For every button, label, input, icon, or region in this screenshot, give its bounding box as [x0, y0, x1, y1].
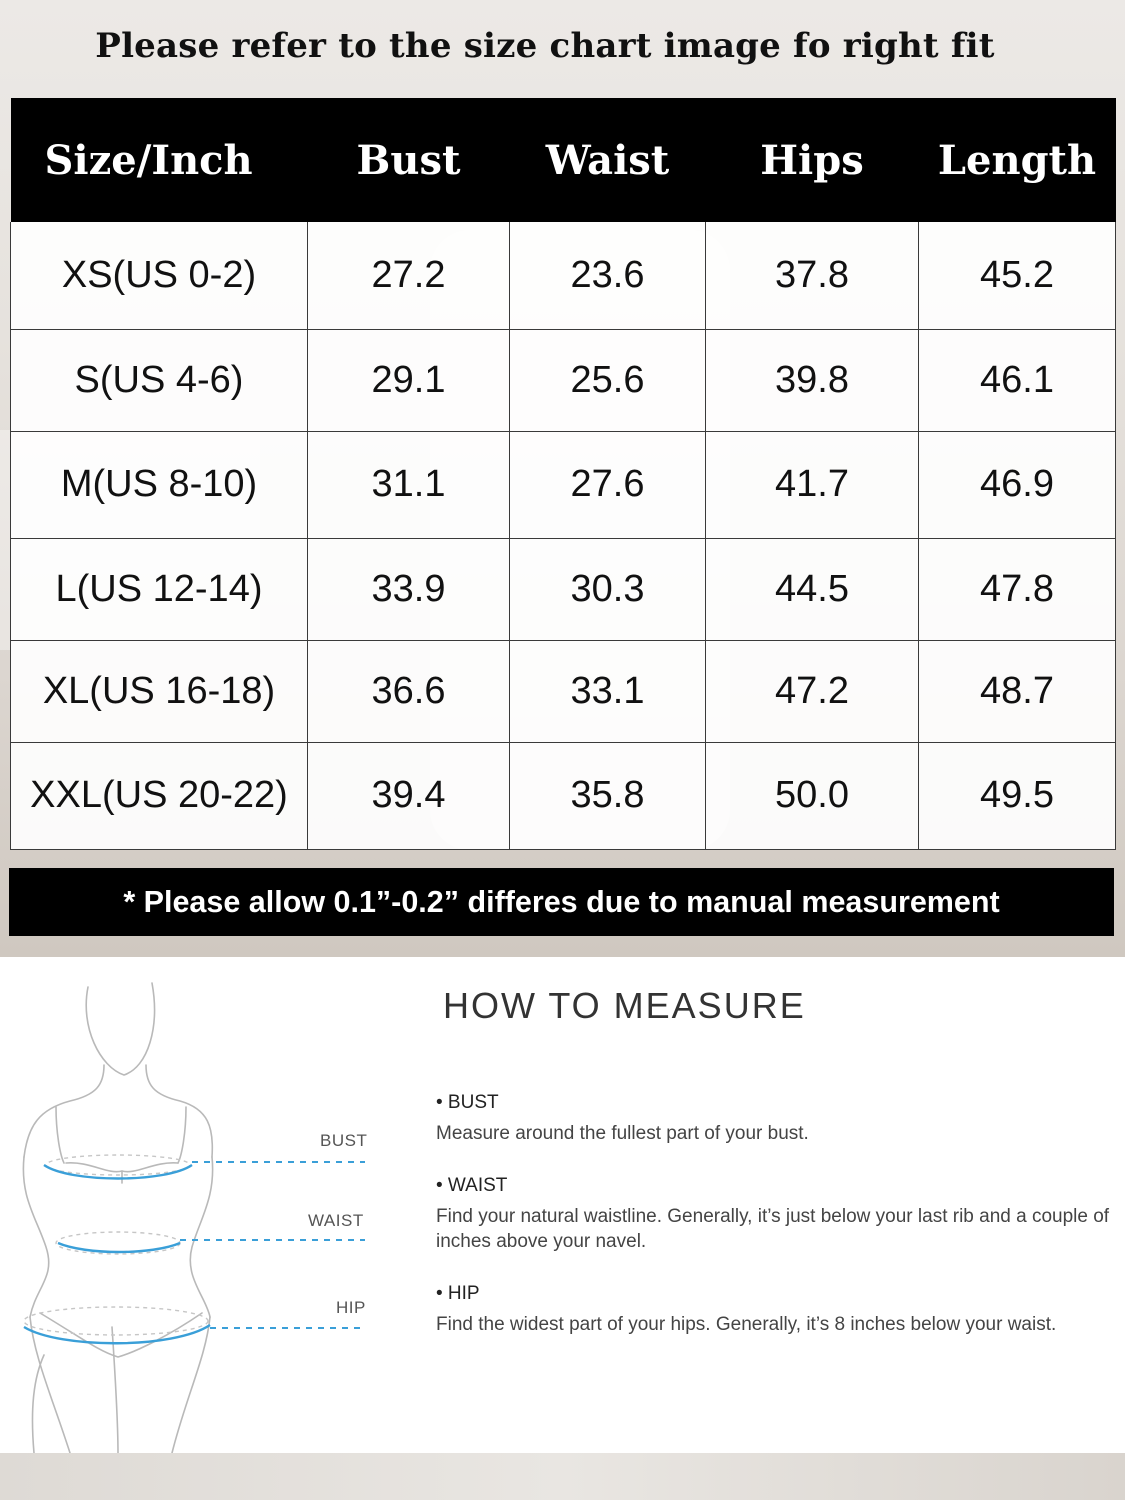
waist-cell: 25.6	[510, 329, 706, 431]
waist-cell: 35.8	[510, 742, 706, 849]
table-row	[11, 329, 1116, 431]
hips-cell: 39.8	[706, 329, 919, 431]
waist-cell: 30.3	[510, 538, 706, 640]
how-to-measure-title: HOW TO MEASURE	[443, 985, 806, 1026]
length-cell: 49.5	[919, 742, 1116, 849]
size-cell: M(US 8-10)	[11, 431, 308, 538]
table-row	[11, 742, 1116, 849]
measurement-tolerance-note	[9, 868, 1114, 936]
size-cell: XXL(US 20-22)	[11, 742, 308, 849]
waist-cell: 33.1	[510, 640, 706, 742]
bust-description: Measure around the fullest part of your bust.	[436, 1123, 809, 1144]
bust-heading: • BUST	[436, 1092, 499, 1113]
note-text: * Please allow 0.1”-0.2” differes due to manual measurement	[123, 884, 1000, 919]
bust-cell: 39.4	[308, 742, 510, 849]
length-cell: 47.8	[919, 538, 1116, 640]
waist-cell: 23.6	[510, 222, 706, 329]
waist-figure-label: WAIST	[308, 1211, 364, 1230]
size-chart-table	[10, 98, 1116, 850]
column-header-length: Length	[919, 98, 1116, 222]
column-header-bust: Bust	[308, 98, 510, 222]
page-title: Please refer to the size chart image fo right fit	[95, 26, 995, 66]
length-cell: 48.7	[919, 640, 1116, 742]
bust-figure-label: BUST	[320, 1131, 368, 1150]
bust-cell: 33.9	[308, 538, 510, 640]
table-row	[11, 222, 1116, 329]
size-cell: S(US 4-6)	[11, 329, 308, 431]
size-cell: XL(US 16-18)	[11, 640, 308, 742]
hips-cell: 37.8	[706, 222, 919, 329]
length-cell: 46.9	[919, 431, 1116, 538]
how-to-measure-section	[0, 957, 1125, 1453]
bust-cell: 31.1	[308, 431, 510, 538]
column-header-hips: Hips	[706, 98, 919, 222]
bust-cell: 27.2	[308, 222, 510, 329]
waist-description: Find your natural waistline. Generally, it’s just below your last rib and a couple of inches above your navel.	[436, 1206, 1110, 1252]
table-row	[11, 538, 1116, 640]
table-row	[11, 431, 1116, 538]
length-cell: 45.2	[919, 222, 1116, 329]
hips-cell: 44.5	[706, 538, 919, 640]
size-cell: XS(US 0-2)	[11, 222, 308, 329]
size-cell: L(US 12-14)	[11, 538, 308, 640]
hip-description: Find the widest part of your hips. Generally, it’s 8 inches below your waist.	[436, 1314, 1057, 1335]
body-measurement-figure	[0, 957, 400, 1453]
hip-figure-label: HIP	[336, 1298, 366, 1317]
background-photo-strip	[0, 1453, 1125, 1500]
length-cell: 46.1	[919, 329, 1116, 431]
column-header-waist: Waist	[510, 98, 706, 222]
waist-heading: • WAIST	[436, 1175, 508, 1196]
hips-cell: 41.7	[706, 431, 919, 538]
table-row	[11, 640, 1116, 742]
waist-cell: 27.6	[510, 431, 706, 538]
hip-heading: • HIP	[436, 1283, 480, 1304]
table-header-row	[11, 98, 1116, 222]
hips-cell: 50.0	[706, 742, 919, 849]
column-header-size: Size/Inch	[11, 98, 308, 222]
hips-cell: 47.2	[706, 640, 919, 742]
bust-cell: 29.1	[308, 329, 510, 431]
bust-cell: 36.6	[308, 640, 510, 742]
